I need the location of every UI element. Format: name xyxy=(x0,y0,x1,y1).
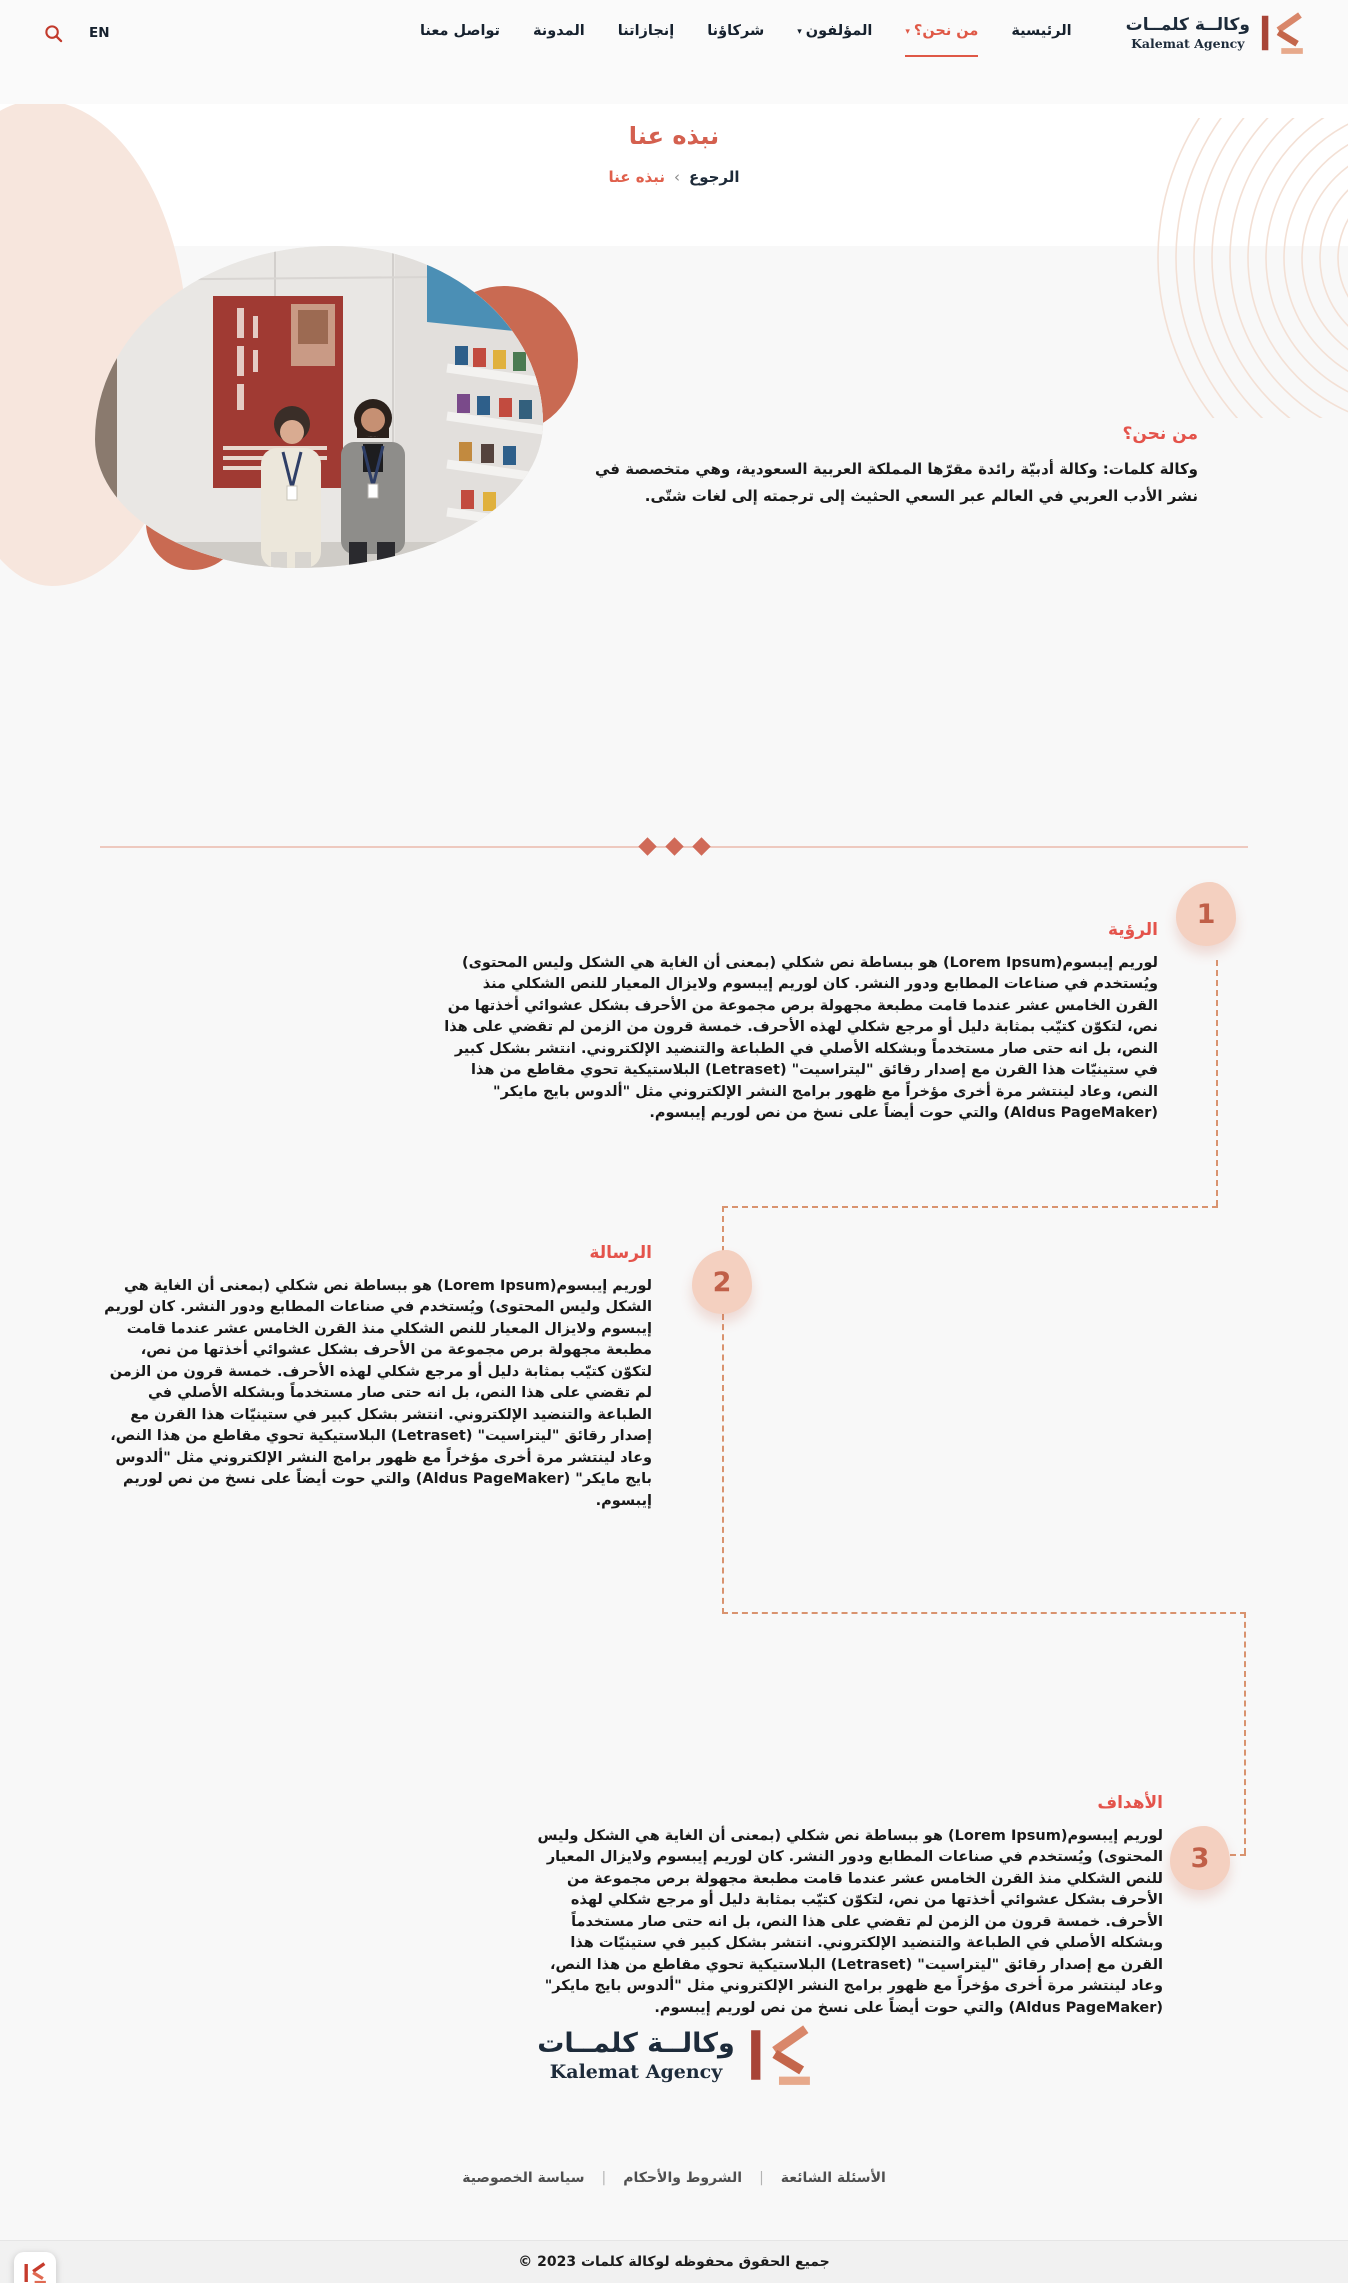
nav-item-label: الرئيسية xyxy=(1011,23,1072,39)
section-goals xyxy=(528,1793,1163,2019)
nav-item-partners[interactable] xyxy=(707,23,764,43)
dashed-connector xyxy=(1216,960,1218,1206)
nav-item-label: تواصل معنا xyxy=(419,23,500,39)
language-toggle[interactable]: EN xyxy=(89,25,110,41)
page-title: نبذه عنا xyxy=(628,122,720,150)
section-title: الرسالة xyxy=(589,1243,652,1263)
breadcrumb-chevron-icon: ‹ xyxy=(673,168,680,186)
about-heading: من نحن؟ xyxy=(1122,424,1198,444)
footer-link-terms[interactable]: الشروط والأحكام xyxy=(623,2170,743,2186)
nav-item-home[interactable] xyxy=(1011,23,1071,43)
decorative-wave-lines xyxy=(1116,118,1348,418)
breadcrumb xyxy=(0,168,1348,186)
dashed-connector xyxy=(1230,1854,1246,1856)
nav-item-contact[interactable] xyxy=(420,23,500,43)
section-number-badge: 1 xyxy=(1176,882,1236,946)
diamond-icon xyxy=(638,837,656,855)
header-utilities xyxy=(44,24,110,43)
brand-name-arabic: وكالــة كلمــات xyxy=(1125,15,1250,35)
nav-item-authors[interactable] xyxy=(797,23,872,43)
brand-logo-icon xyxy=(749,2022,811,2088)
about-block xyxy=(570,424,1198,510)
nav-item-label: المؤلفون xyxy=(805,23,873,39)
diamond-icon xyxy=(665,837,683,855)
nav-item-label: شركاؤنا xyxy=(707,23,765,39)
footer xyxy=(0,2022,1348,2088)
dashed-connector xyxy=(722,1206,724,1252)
breadcrumb-back-link[interactable]: الرجوع xyxy=(688,168,740,186)
brand-name-arabic: وكالــة كلمــات xyxy=(537,2027,735,2059)
dashed-connector xyxy=(722,1612,1246,1614)
about-text: وكالة كلمات: وكالة أدبيّة رائدة مقرّها المملكة العربية السعودية، وهي متخصصة في نشر الأدب العربي في العالم عبر السعي الحثيث إلى ترجمته إلى لغات شتّى. xyxy=(595,460,1198,505)
footer-brand-text xyxy=(537,2028,735,2083)
section-title: الرؤية xyxy=(1107,920,1158,940)
dashed-connector xyxy=(1244,1612,1246,1854)
footer-link-faq[interactable]: الأسئلة الشائعة xyxy=(780,2170,886,2186)
caret-down-icon: ▾ xyxy=(797,26,802,37)
footer-links xyxy=(0,2170,1348,2186)
footer-link-privacy[interactable]: سياسة الخصوصية xyxy=(462,2170,585,2186)
search-icon xyxy=(44,24,63,43)
search-button[interactable] xyxy=(44,24,63,43)
header xyxy=(0,0,1348,104)
floating-widget-button[interactable] xyxy=(14,2252,56,2283)
divider: | xyxy=(759,2170,764,2186)
brand-logo[interactable] xyxy=(1126,10,1304,56)
section-divider-diamonds xyxy=(0,840,1348,853)
section-mission xyxy=(104,1243,652,1512)
nav-item-label: إنجازاتنا xyxy=(617,23,675,39)
section-text: لوريم إيبسوم(Lorem Ipsum) هو ببساطة نص شكلي (بمعنى أن الغاية هي الشكل وليس المحتوى) ويُستخدم في صناعات المطابع ودور النشر. كان لوريم إيبسوم ولايزال المعيار للنص الشكلي منذ القرن الخامس عشر عندما قامت مطبعة مجهولة برص مجموعة من الأحرف بشكل عشوائي أخذتها من نص، لتكوّن كتيّب بمثابة دليل أو مرجع شكلي لهذه الأحرف. خمسة قرون من الزمن لم تقضي على هذا النص، بل انه حتى صار مستخدماً وبشكله الأصلي في الطباعة والتنضيد الإلكتروني. انتشر بشكل كبير في ستينيّات هذا القرن مع إصدار رقائق "ليتراسيت" (Letraset) البلاستيكية تحوي مقاطع من هذا النص، وعاد لينتشر مرة أخرى مؤخراً مع ظهور برامج النشر الإلكتروني مثل "ألدوس بايج مايكر" (Aldus PageMaker) والتي حوت أيضاً على نسخ من نص لوريم إيبسوم. xyxy=(537,1828,1163,2016)
copyright-text: © 2023 جميع الحقوق محفوظه لوكالة كلمات xyxy=(518,2254,830,2270)
footer-brand-logo[interactable] xyxy=(537,2022,811,2088)
divider: | xyxy=(601,2170,607,2186)
dashed-connector xyxy=(722,1206,1218,1208)
nav-item-label: من نحن؟ xyxy=(913,23,979,39)
brand-name-english: Kalemat Agency xyxy=(1131,36,1245,51)
section-vision xyxy=(444,920,1158,1125)
brand-logo-icon xyxy=(1260,10,1304,56)
brand-logo-text xyxy=(1126,15,1250,51)
section-title: الأهداف xyxy=(1097,1793,1163,1813)
diamond-icon xyxy=(692,837,710,855)
section-number-badge: 3 xyxy=(1170,1826,1230,1890)
copyright-bar xyxy=(0,2240,1348,2283)
breadcrumb-current: نبذه عنا xyxy=(608,168,665,186)
nav-item-about[interactable] xyxy=(905,23,978,43)
widget-icon xyxy=(23,2261,47,2283)
section-number-badge: 2 xyxy=(692,1250,752,1314)
caret-down-icon: ▾ xyxy=(905,26,910,37)
nav-item-achievements[interactable] xyxy=(618,23,674,43)
main-nav xyxy=(420,23,1072,43)
section-text: لوريم إيبسوم(Lorem Ipsum) هو ببساطة نص شكلي (بمعنى أن الغاية هي الشكل وليس المحتوى) ويُستخدم في صناعات المطابع ودور النشر. كان لوريم إيبسوم ولايزال المعيار للنص الشكلي منذ القرن الخامس عشر عندما قامت مطبعة مجهولة برص مجموعة من الأحرف بشكل عشوائي أخذتها من نص، لتكوّن كتيّب بمثابة دليل أو مرجع شكلي لهذه الأحرف. خمسة قرون من الزمن لم تقضي على هذا النص، بل انه حتى صار مستخدماً وبشكله الأصلي في الطباعة والتنضيد الإلكتروني. انتشر بشكل كبير في ستينيّات هذا القرن مع إصدار رقائق "ليتراسيت" (Letraset) البلاستيكية تحوي مقاطع من هذا النص، وعاد لينتشر مرة أخرى مؤخراً مع ظهور برامج النشر الإلكتروني مثل "ألدوس بايج مايكر" (Aldus PageMaker) والتي حوت أيضاً على نسخ من نص لوريم إيبسوم. xyxy=(444,955,1158,1122)
section-text: لوريم إيبسوم(Lorem Ipsum) هو ببساطة نص شكلي (بمعنى أن الغاية هي الشكل وليس المحتوى) ويُستخدم في صناعات المطابع ودور النشر. كان لوريم إيبسوم ولايزال المعيار للنص الشكلي منذ القرن الخامس عشر عندما قامت مطبعة مجهولة برص مجموعة من الأحرف بشكل عشوائي أخذتها من نص، لتكوّن كتيّب بمثابة دليل أو مرجع شكلي لهذه الأحرف. خمسة قرون من الزمن لم تقضي على هذا النص، بل انه حتى صار مستخدماً وبشكله الأصلي في الطباعة والتنضيد الإلكتروني. انتشر بشكل كبير في ستينيّات هذا القرن مع إصدار رقائق "ليتراسيت" (Letraset) البلاستيكية تحوي مقاطع من هذا النص، وعاد لينتشر مرة أخرى مؤخراً مع ظهور برامج النشر الإلكتروني مثل "ألدوس بايج مايكر" (Aldus PageMaker) والتي حوت أيضاً على نسخ من نص لوريم إيبسوم. xyxy=(104,1278,652,1509)
nav-item-label: المدونة xyxy=(533,23,585,39)
dashed-connector xyxy=(722,1314,724,1614)
nav-item-blog[interactable] xyxy=(533,23,585,43)
brand-name-english: Kalemat Agency xyxy=(549,2060,723,2083)
